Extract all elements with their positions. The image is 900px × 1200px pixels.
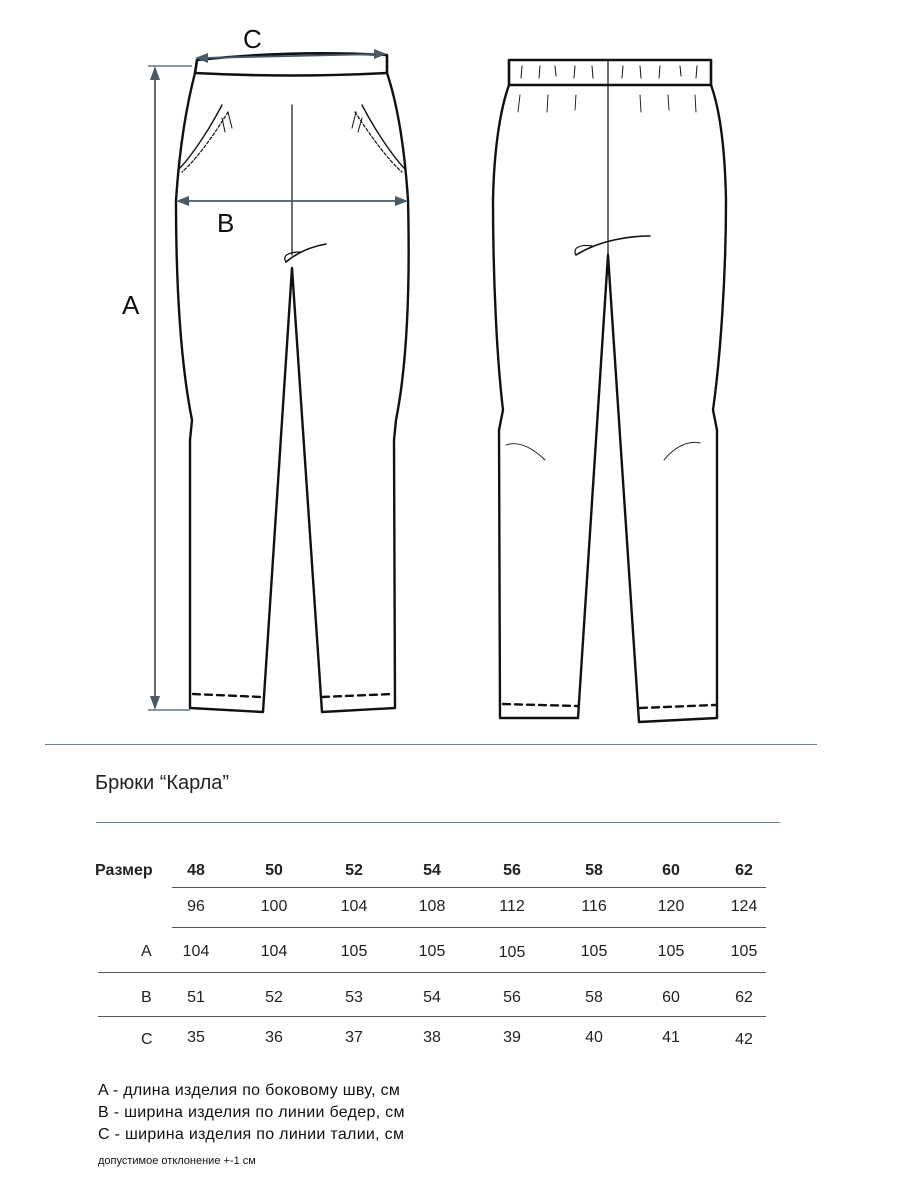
table-line-3 (98, 972, 766, 973)
note-b: B - ширина изделия по линии бедер, см (98, 1104, 405, 1121)
table-cell: 41 (662, 1029, 680, 1046)
table-cell: 105 (730, 943, 758, 960)
size-col-50: 50 (265, 862, 283, 879)
table-cell: 56 (503, 989, 521, 1006)
dimension-label-a: A (122, 290, 140, 320)
table-cell: 52 (265, 989, 283, 1006)
row-label-a: A (141, 943, 152, 960)
divider-title (96, 822, 780, 823)
note-a: A - длина изделия по боковому шву, см (98, 1082, 401, 1099)
tolerance-note: допустимое отклонение +-1 см (98, 1155, 256, 1167)
table-cell: 54 (423, 989, 441, 1006)
table-cell: 35 (187, 1029, 205, 1046)
table-cell: 112 (499, 898, 525, 915)
back-view-drawing (493, 60, 726, 722)
table-cell: 58 (585, 989, 603, 1006)
table-cell: 104 (340, 898, 368, 915)
size-col-58: 58 (585, 862, 603, 879)
table-cell: 36 (265, 1029, 283, 1046)
table-cell: 40 (585, 1029, 603, 1046)
table-cell: 100 (260, 898, 288, 915)
size-col-56: 56 (503, 862, 521, 879)
size-col-60: 60 (662, 862, 680, 879)
row-label-c: C (141, 1031, 153, 1048)
table-cell: 104 (182, 943, 210, 960)
table-cell: 38 (423, 1029, 441, 1046)
size-col-62: 62 (735, 862, 753, 879)
size-col-48: 48 (187, 862, 205, 879)
dimension-label-c: C (243, 24, 262, 54)
table-cell: 120 (657, 898, 685, 915)
table-line-4 (98, 1016, 766, 1017)
note-c: C - ширина изделия по линии талии, см (98, 1126, 405, 1143)
table-cell: 42 (735, 1031, 753, 1048)
divider-top (45, 744, 817, 745)
table-line-2 (172, 927, 766, 928)
table-cell: 116 (581, 898, 607, 915)
size-header-label: Размер (95, 862, 153, 879)
table-cell: 108 (418, 898, 446, 915)
product-title: Брюки “Карла” (95, 772, 230, 794)
table-cell: 105 (340, 943, 368, 960)
front-view-drawing (176, 53, 409, 712)
table-cell: 96 (187, 898, 205, 915)
dimension-label-b: B (217, 208, 235, 238)
table-cell: 39 (503, 1029, 521, 1046)
table-cell: 105 (418, 943, 446, 960)
table-cell: 37 (345, 1029, 363, 1046)
table-cell: 51 (187, 989, 205, 1006)
table-cell: 104 (260, 943, 288, 960)
table-cell: 105 (498, 944, 526, 961)
table-cell: 60 (662, 989, 680, 1006)
table-cell: 105 (657, 943, 685, 960)
row-label-b: B (141, 989, 152, 1006)
table-cell: 62 (735, 989, 753, 1006)
size-col-54: 54 (423, 862, 441, 879)
table-cell: 53 (345, 989, 363, 1006)
table-cell: 124 (730, 898, 758, 915)
table-line-1 (172, 887, 766, 888)
dimension-arrows (148, 49, 408, 710)
table-cell: 105 (580, 943, 608, 960)
size-col-52: 52 (345, 862, 363, 879)
